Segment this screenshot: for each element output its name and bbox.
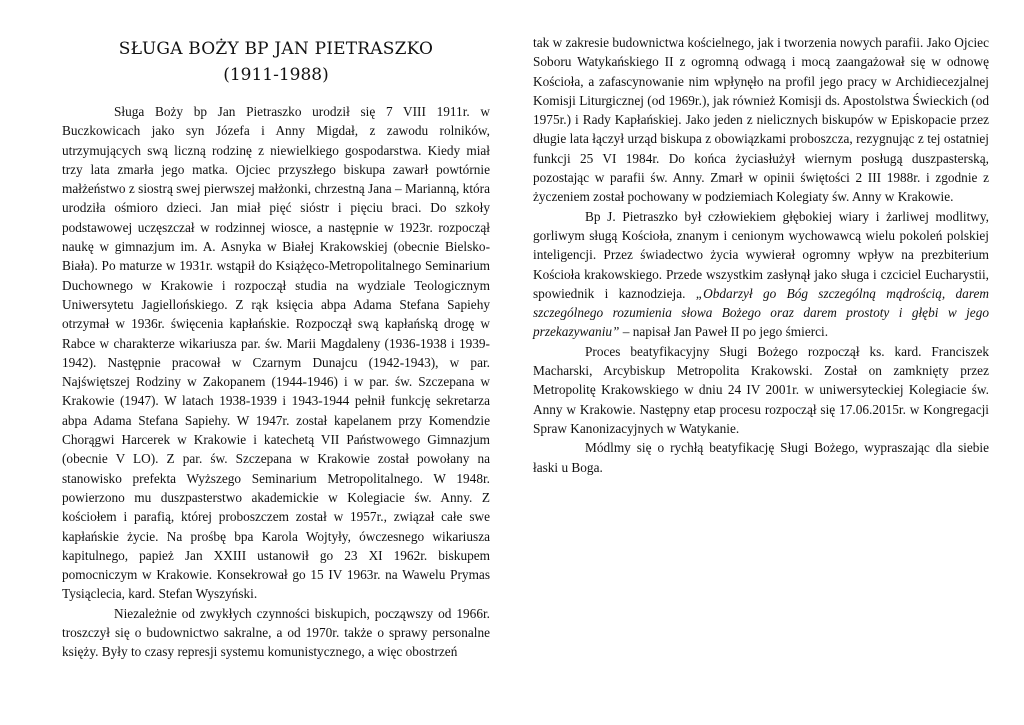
paragraph-character-end: – napisał Jan Paweł II po jego śmierci. [622,324,829,340]
paragraph-prayer: Módlmy się o rychłą beatyfikację Sługi Bożego, wypraszając dla siebie łaski u Boga. [533,440,989,475]
document-title: SŁUGA BOŻY BP JAN PIETRASZKO [118,39,434,59]
document-subtitle: (1911-1988) [223,65,329,85]
paragraph-character-start: Bp J. Pietraszko był człowiekiem głębokiej wiary i żarliwej modlitwy, gorliwym sługą Kościoła, znanym i cenionym wychowawcą wielu pokoleń polskiej inteligencji. Przez świadectwo życia wywierał ogromny wpływ na prezbiterium Kościoła krakowskiego. Przede wszystkim zasłynął jako sługa i czciciel Eucharystii, spowiednik i kaznodzieja. [533,208,989,301]
paragraph-beatification-process: Proces beatyfikacyjny Sługi Bożego rozpoczął ks. kard. Franciszek Macharski, Arcybiskup Metropolita Krakowski. Został on zamknięty przez Metropolitę Krakowskiego w dniu 24 IV 2001r. w uniwersyteckiej Kolegiacie św. Anny w Krakowie. Następny etap procesu rozpoczął się 17.06.2015r. w Kongregacji Spraw Kanonizacyjnych w Watykanie. [533,343,989,436]
paragraph-biography: Sługa Boży bp Jan Pietraszko urodził się 7 VIII 1911r. w Buczkowicach jako syn Józefa i Anny Migdał, z zawodu rolników, utrzymujących swą liczną rodzinę z niewielkiego gospodarstwa. Kiedy miał trzy lata zmarła jego matka. Ojciec przyszłego biskupa zawarł powtórnie małżeństwo z siostrą swej pierwszej małżonki, chrzestną Jana – Marianną, która urodziła ośmioro dzieci. Jan miał pięć sióstr i pięciu braci. Do szkoły podstawowej uczęszczał w rodzinnej wiosce, a następnie w 1923r. rozpoczął naukę w gimnazjum im. A. Asnyka w Białej Krakowskiej (obecnie Bielsko-Biała). Po maturze w 1931r. wstąpił do Książęco-Metropolitalnego Seminarium Duchownego w Krakowie i rozpoczął studia na wydziale Teologicznym Uniwersytetu Jagiellońskiego. Z rąk księcia abpa Adama Stefana Sapiehy otrzymał w 1936r. święcenia kapłańskie. Rozpoczął swą kapłańską drogę w Rabce w charakterze wikariusza par. św. Marii Magdaleny (1936-1938 i 1939-1942). Następnie pracował w Czarnym Dunajcu (1942-1943), w par. Najświętszej Rodziny w Zakopanem (1944-1946) i w par. św. Szczepana w Krakowie (1947). W latach 1938-1939 i 1943-1944 pełnił funkcję sekretarza abpa Adama Stefana Sapiehy. W 1947r. został kapelanem przy Komendzie Chorągwi Harcerek w Krakowie i katechetą VII Państwowego Gimnazjum (obecnie V LO). Z par. św. Szczepana w Krakowie został powołany na stanowisko prefekta Wyższego Seminarium Metropolitalnego. W 1948r. powierzono mu duszpasterstwo akademickie w Kolegiacie św. Anny. Z kościołem i parafią, której proboszczem został w 1957r., związał całe swe kapłańskie życie. Na prośbę bpa Karola Wojtyły, ówczesnego wikariusza kapitulnego, papież Jan XXIII ustanowił go 23 XI 1962r. biskupem pomocniczym w Krakowie. Konsekrował go 15 IV 1963r. na Wawelu Prymas Tysiąclecia, kard. Stefan Wyszyński. [62,104,490,602]
paragraph-episcopal-duties: Niezależnie od zwykłych czynności biskupich, począwszy od 1966r. troszczył się o budownictwo sakralne, a od 1970r. także o sprawy personalne księży. Były to czasy represji systemu komunistycznego, a więc obostrzeń [62,605,490,660]
papal-quote: „Obdarzył go Bóg szczególną mądrością, darem szczególnego rozumienia słowa Bożego oraz darem prostoty i głębi w jego przekazywaniu” [533,285,990,340]
right-column [533,33,989,477]
left-column [62,36,490,662]
paragraph-character [533,207,989,342]
paragraph-continuation: tak w zakresie budownictwa kościelnego, jak i tworzenia nowych parafii. Jako Ojciec Soboru Watykańskiego II z ogromną odwagą i mocą zaangażował się w odnowę Kościoła, a zafascynowanie nim wpłynęło na profil jego pracy w Archidiecezjalnej Komisji Liturgicznej (od 1969r.), jak również Komisji ds. Apostolstwa Świeckich (od 1975r.) i Rady Kapłańskiej. Jako jeden z nielicznych biskupów w Episkopacie przez długie lata łączył urząd biskupa z obowiązkami proboszcza, rezygnując z tej ostatniej funkcji 25 VI 1984r. Do końca życiasłużył wiernym posługą duszpasterską, pozostając w parafii św. Anny. Zmarł w opinii świętości 2 III 1988r. i zgodnie z życzeniem został pochowany w podziemiach Kolegiaty św. Anny w Krakowie. [533,35,989,205]
